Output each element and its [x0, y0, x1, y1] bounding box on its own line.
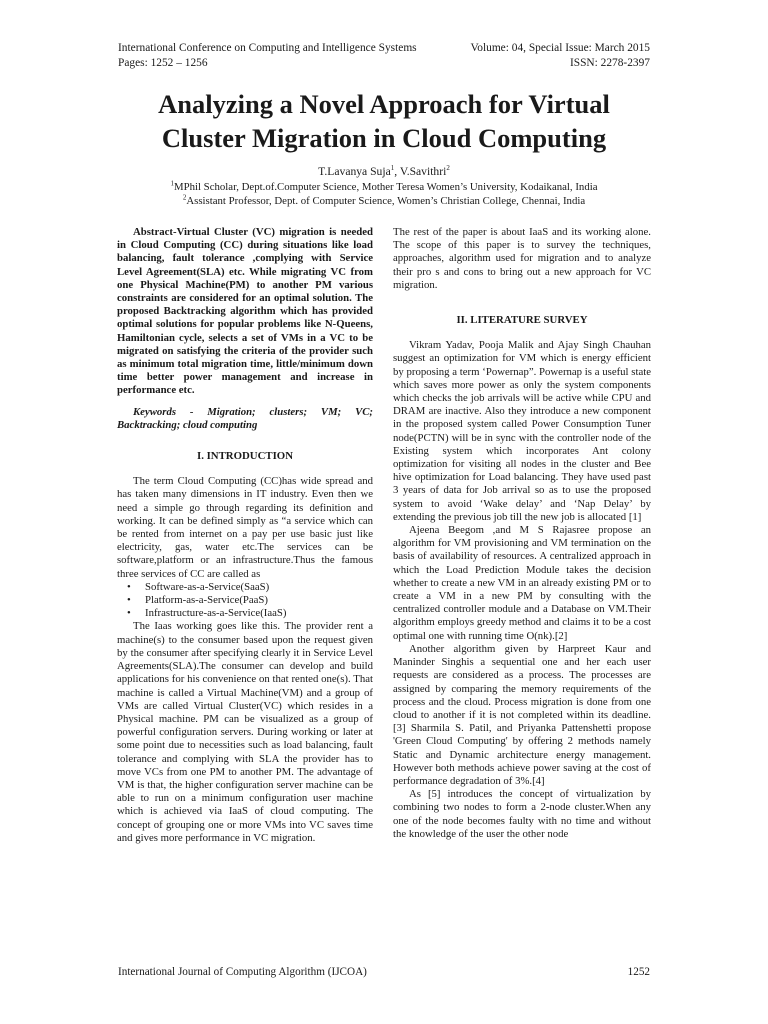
paper-title-line-1: Analyzing a Novel Approach for Virtual [158, 89, 610, 119]
footer-page-number: 1252 [627, 966, 650, 978]
conference-name: International Conference on Computing and Intelligence Systems [118, 42, 417, 54]
author-name: V.Savithri [399, 165, 447, 178]
running-header-right [471, 41, 650, 71]
paper-title-line-2: Cluster Migration in Cloud Computing [161, 123, 607, 153]
body-paragraph: Ajeena Beegom ,and M S Rajasree propose an algorithm for VM provisioning and VM termination on the basis of availability of resources. A centralized approach in which the Load Prediction Module takes the decision whether to create a new VM in an already existing PM or to create a VM in a new PM by consulting with the centralized controller module and a Database on VM.Their algorithm employs greedy method and claims it to be a cost optimal one with running time O(nk).[2] [393, 524, 651, 642]
affiliation-2 [0, 195, 768, 208]
author-superscript: 2 [446, 164, 450, 173]
body-paragraph: The term Cloud Computing (CC)has wide spread and has taken many dimensions in IT industry. Even then we need a simple go through regarding its definition and working. It can be defined simply as “a service which can be rented from internet on a pay per use basic just like electricity, gas, water etc.The services can be software,platform or an infrastructure.Thus the famous three services of CC are called as [117, 475, 373, 580]
body-paragraph: Vikram Yadav, Pooja Malik and Ajay Singh Chauhan suggest an optimization for VM which is energy efficient by proposing a term ‘Powernap”. Powernap is a useful state which saves more power as only the system components which checks the job arrivals will be active while CPU and DRAM are inactive. Also they introduce a new component in the proposed system called Power Consumption Tuner node(PCTN) will be in sync with the controller node of the Existing system which incorporates Ant colony optimization for visiting all nodes in the cluster and Bee hive optimization for Load balancing. They have used past 3 years of data for Job arrival so as to use the proposed system to avoid ‘Wake delay’ and ‘Nap Delay’ by extending the previous job till the new job is allocated [1] [393, 339, 651, 523]
affiliation-text: Assistant Professor, Dept. of Computer Science, Women’s Christian College, Chennai, India [186, 195, 586, 207]
paper-title [60, 87, 708, 155]
author-separator: , [394, 165, 400, 178]
body-paragraph: As [5] introduces the concept of virtualization by combining two nodes to form a 2-node cluster.When any one of the node becomes faulty with no time and without the knowledge of the user the other node [393, 788, 651, 840]
footer-journal-name: International Journal of Computing Algorithm (IJCOA) [118, 966, 367, 978]
body-paragraph: Another algorithm given by Harpreet Kaur and Maninder Singhis a sequential one and her each user requests are considered as a process. The processes are assigned by comparing the memory requirements of the process and the cloud. Process migration is done from one cloud to another if it is not completed within its deadline.[3] Sharmila S. Patil, and Priyanka Pattenshetti propose 'Green Cloud Computing' by offering 2 methods namely Static and Dynamic architecture energy management. However both methods achieve power saving at the cost of performance degradation of 3%.[4] [393, 642, 651, 787]
author-superscript: 1 [390, 164, 395, 173]
affiliation-superscript: 1 [170, 179, 174, 188]
affiliation-superscript: 2 [182, 193, 187, 202]
list-item: • Software-as-a-Service(SaaS) [137, 581, 373, 594]
author-list [0, 165, 768, 179]
left-column [117, 226, 373, 845]
volume-info: Volume: 04, Special Issue: March 2015 [470, 42, 650, 54]
keywords: Keywords - Migration; clusters; VM; VC; Backtracking; cloud computing [117, 405, 373, 431]
issn: ISSN: 2278-2397 [569, 57, 650, 69]
body-paragraph: The Iaas working goes like this. The provider rent a machine(s) to the consumer based upon the request given by the consumer after specifying clearly it in Service Level Agreements(SLA).The consumer can develop and build applications for his convenience on that rented one(s). That machine is called a Virtual Machine(VM) and a group of VMs are called Virtual Cluster(VC) which resides in a Physical machine. PM can be visualized as a group of powerful configuration servers. During working or later at some point due to necessities such as load balancing, fault tolerance and complying with SLA the provider has to move VCs from one PM to another PM. The advantage of VM is that, the higher configuration server machine can be able to run on a minimum configuration user machine which is achieved via IaaS of cloud computing. The concept of grouping one or more VMs into VC saves time and gives more performance in VC migration. [117, 620, 373, 844]
list-item: • Infrastructure-as-a-Service(IaaS) [137, 607, 373, 620]
list-item: • Platform-as-a-Service(PaaS) [137, 594, 373, 607]
affiliation-1 [0, 181, 768, 194]
abstract: Abstract-Virtual Cluster (VC) migration is needed in Cloud Computing (CC) during situations like load balancing, fault tolerance ,complying with Service Level Agreement(SLA) etc. While migrating VC from one Physical Machine(PM) to another PM various constraints are considered for an optimal solution. The proposed Backtracking algorithm which has provided optimal solutions for popular problems like N-Queens, Hamiltonian cycle, selects a set of VMs in a VC to be migrated on satisfying the criteria of the provider such as minimum total migration time, little/minimum down time better power management and increase in performance etc. [117, 226, 373, 397]
body-paragraph: The rest of the paper is about IaaS and its working alone. The scope of this paper is to survey the techniques, approaches, algorithm used for migration and to analyze their pro s and cons to bring out a new approach for VC migration. [393, 226, 651, 291]
affiliation-text: MPhil Scholar, Dept.of.Computer Science, Mother Teresa Women’s University, Kodaikanal, India [173, 181, 598, 193]
page-range: Pages: 1252 – 1256 [118, 57, 208, 69]
section-heading-literature-survey: II. LITERATURE SURVEY [456, 314, 588, 327]
author-name: T.Lavanya Suja [318, 165, 391, 178]
service-list [117, 581, 373, 621]
right-column [393, 226, 651, 841]
running-header-left [118, 41, 417, 71]
section-heading-introduction: I. INTRODUCTION [197, 450, 293, 463]
